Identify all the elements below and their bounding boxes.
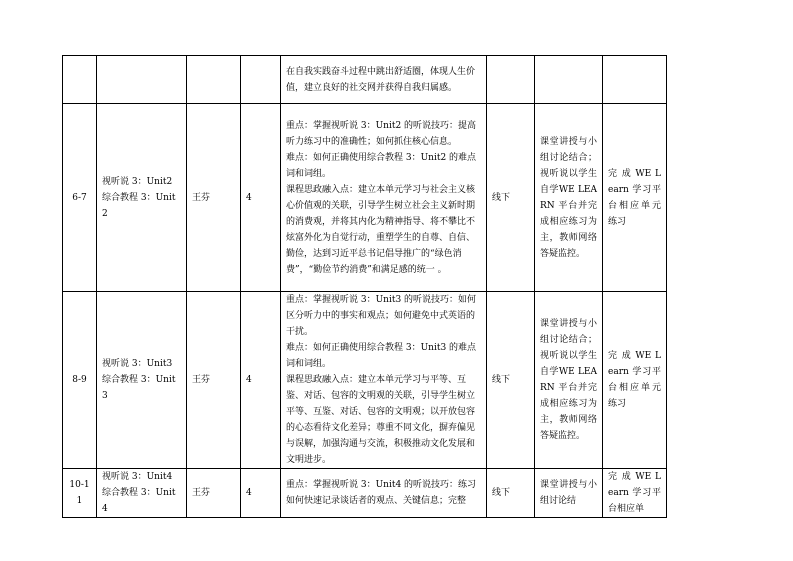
content-paragraph: 难点：如何正确使用综合教程 3：Unit3 的难点词和词组。 xyxy=(286,343,477,369)
content-cell xyxy=(281,56,487,104)
course-cell xyxy=(97,56,187,104)
teacher-cell: 王芬 xyxy=(187,469,241,518)
course-line: 视听说 3：Unit4 xyxy=(102,472,173,482)
course-cell xyxy=(97,469,187,518)
content-paragraph: 课程思政融入点：建立本单元学习与社会主义核心价值观的关联，引导学生树立社会主义新时期的消费观，并将其内化为精神指导、将不攀比不炫富外化为自觉行动，重塑学生的自尊、自信、勤俭，达到习近平总书记倡导推广的“绿色消费”，“勤俭节约消费”和满足感的统一 。 xyxy=(286,184,476,275)
content-cell xyxy=(281,292,487,469)
content-paragraph: 课程思政融入点：建立本单元学习与平等、互鉴、对话、包容的文明观的关联，引导学生树立平等、互鉴、对话、包容的文明观；以开放包容的心态看待文化差异；尊重不同文化，摒弃偏见与误解，加强沟通与交流，积极推动文化发展和文明进步。 xyxy=(286,375,476,465)
course-cell xyxy=(97,292,187,469)
hours-cell: 4 xyxy=(241,469,281,518)
hours-cell xyxy=(241,56,281,104)
table-row xyxy=(63,469,667,518)
teaching-schedule-table xyxy=(62,55,667,518)
task-cell: 完 成 WE Learn 学习平台相应单元练习 xyxy=(603,104,667,292)
teacher-cell xyxy=(187,56,241,104)
task-cell xyxy=(603,56,667,104)
teacher-cell: 王芬 xyxy=(187,104,241,292)
teacher-cell: 王芬 xyxy=(187,292,241,469)
content-paragraph: 难点：如何正确使用综合教程 3：Unit2 的难点词和词组。 xyxy=(286,152,477,179)
content-cell xyxy=(281,469,487,518)
content-paragraph: 重点：掌握视听说 3：Unit2 的听说技巧：提高听力练习中的准确性；如何抓住核心信息。 xyxy=(286,120,477,147)
week-cell xyxy=(63,56,97,104)
mode-cell: 线下 xyxy=(487,292,535,469)
content-paragraph: 在自我实践奋斗过程中跳出舒适圈，体现人生价值，建立良好的社交网并获得自我归属感。 xyxy=(286,66,476,93)
mode-cell: 线下 xyxy=(487,104,535,292)
method-cell: 课堂讲授与小组讨论结合；视听说以学生自学WE LEARN 平台并完成相应练习为主，教师网络答疑监控。 xyxy=(535,292,603,469)
task-cell: 完 成 WE Learn 学习平台相应单 xyxy=(603,469,667,518)
mode-cell xyxy=(487,56,535,104)
table-row xyxy=(63,56,667,104)
week-cell: 6-7 xyxy=(63,104,97,292)
task-cell: 完 成 WE Learn 学习平台相应单元练习 xyxy=(603,292,667,469)
course-cell xyxy=(97,104,187,292)
content-paragraph: 重点：掌握视听说 3：Unit4 的听说技巧：练习如何快速记录谈话者的观点、关键信息；完整 xyxy=(286,480,477,506)
course-line: 视听说 3：Unit3 xyxy=(102,359,173,369)
content-cell xyxy=(281,104,487,292)
week-cell: 10-11 xyxy=(63,469,97,518)
table-row xyxy=(63,104,667,292)
course-line: 视听说 3：Unit2 xyxy=(102,176,173,187)
hours-cell: 4 xyxy=(241,104,281,292)
week-cell: 8-9 xyxy=(63,292,97,469)
hours-cell: 4 xyxy=(241,292,281,469)
course-line: 综合教程 3：Unit4 xyxy=(102,488,176,514)
method-cell xyxy=(535,56,603,104)
content-paragraph: 重点：掌握视听说 3：Unit3 的听说技巧：如何区分听力中的事实和观点；如何避免中式英语的干扰。 xyxy=(286,295,477,337)
mode-cell: 线下 xyxy=(487,469,535,518)
method-cell: 课堂讲授与小组讨论结 xyxy=(535,469,603,518)
course-line: 综合教程 3：Unit2 xyxy=(102,192,176,219)
table-row xyxy=(63,292,667,469)
course-line: 综合教程 3：Unit3 xyxy=(102,375,176,401)
method-cell: 课堂讲授与小组讨论结合；视听说以学生自学WE LEARN 平台并完成相应练习为主，教师网络答疑监控。 xyxy=(535,104,603,292)
